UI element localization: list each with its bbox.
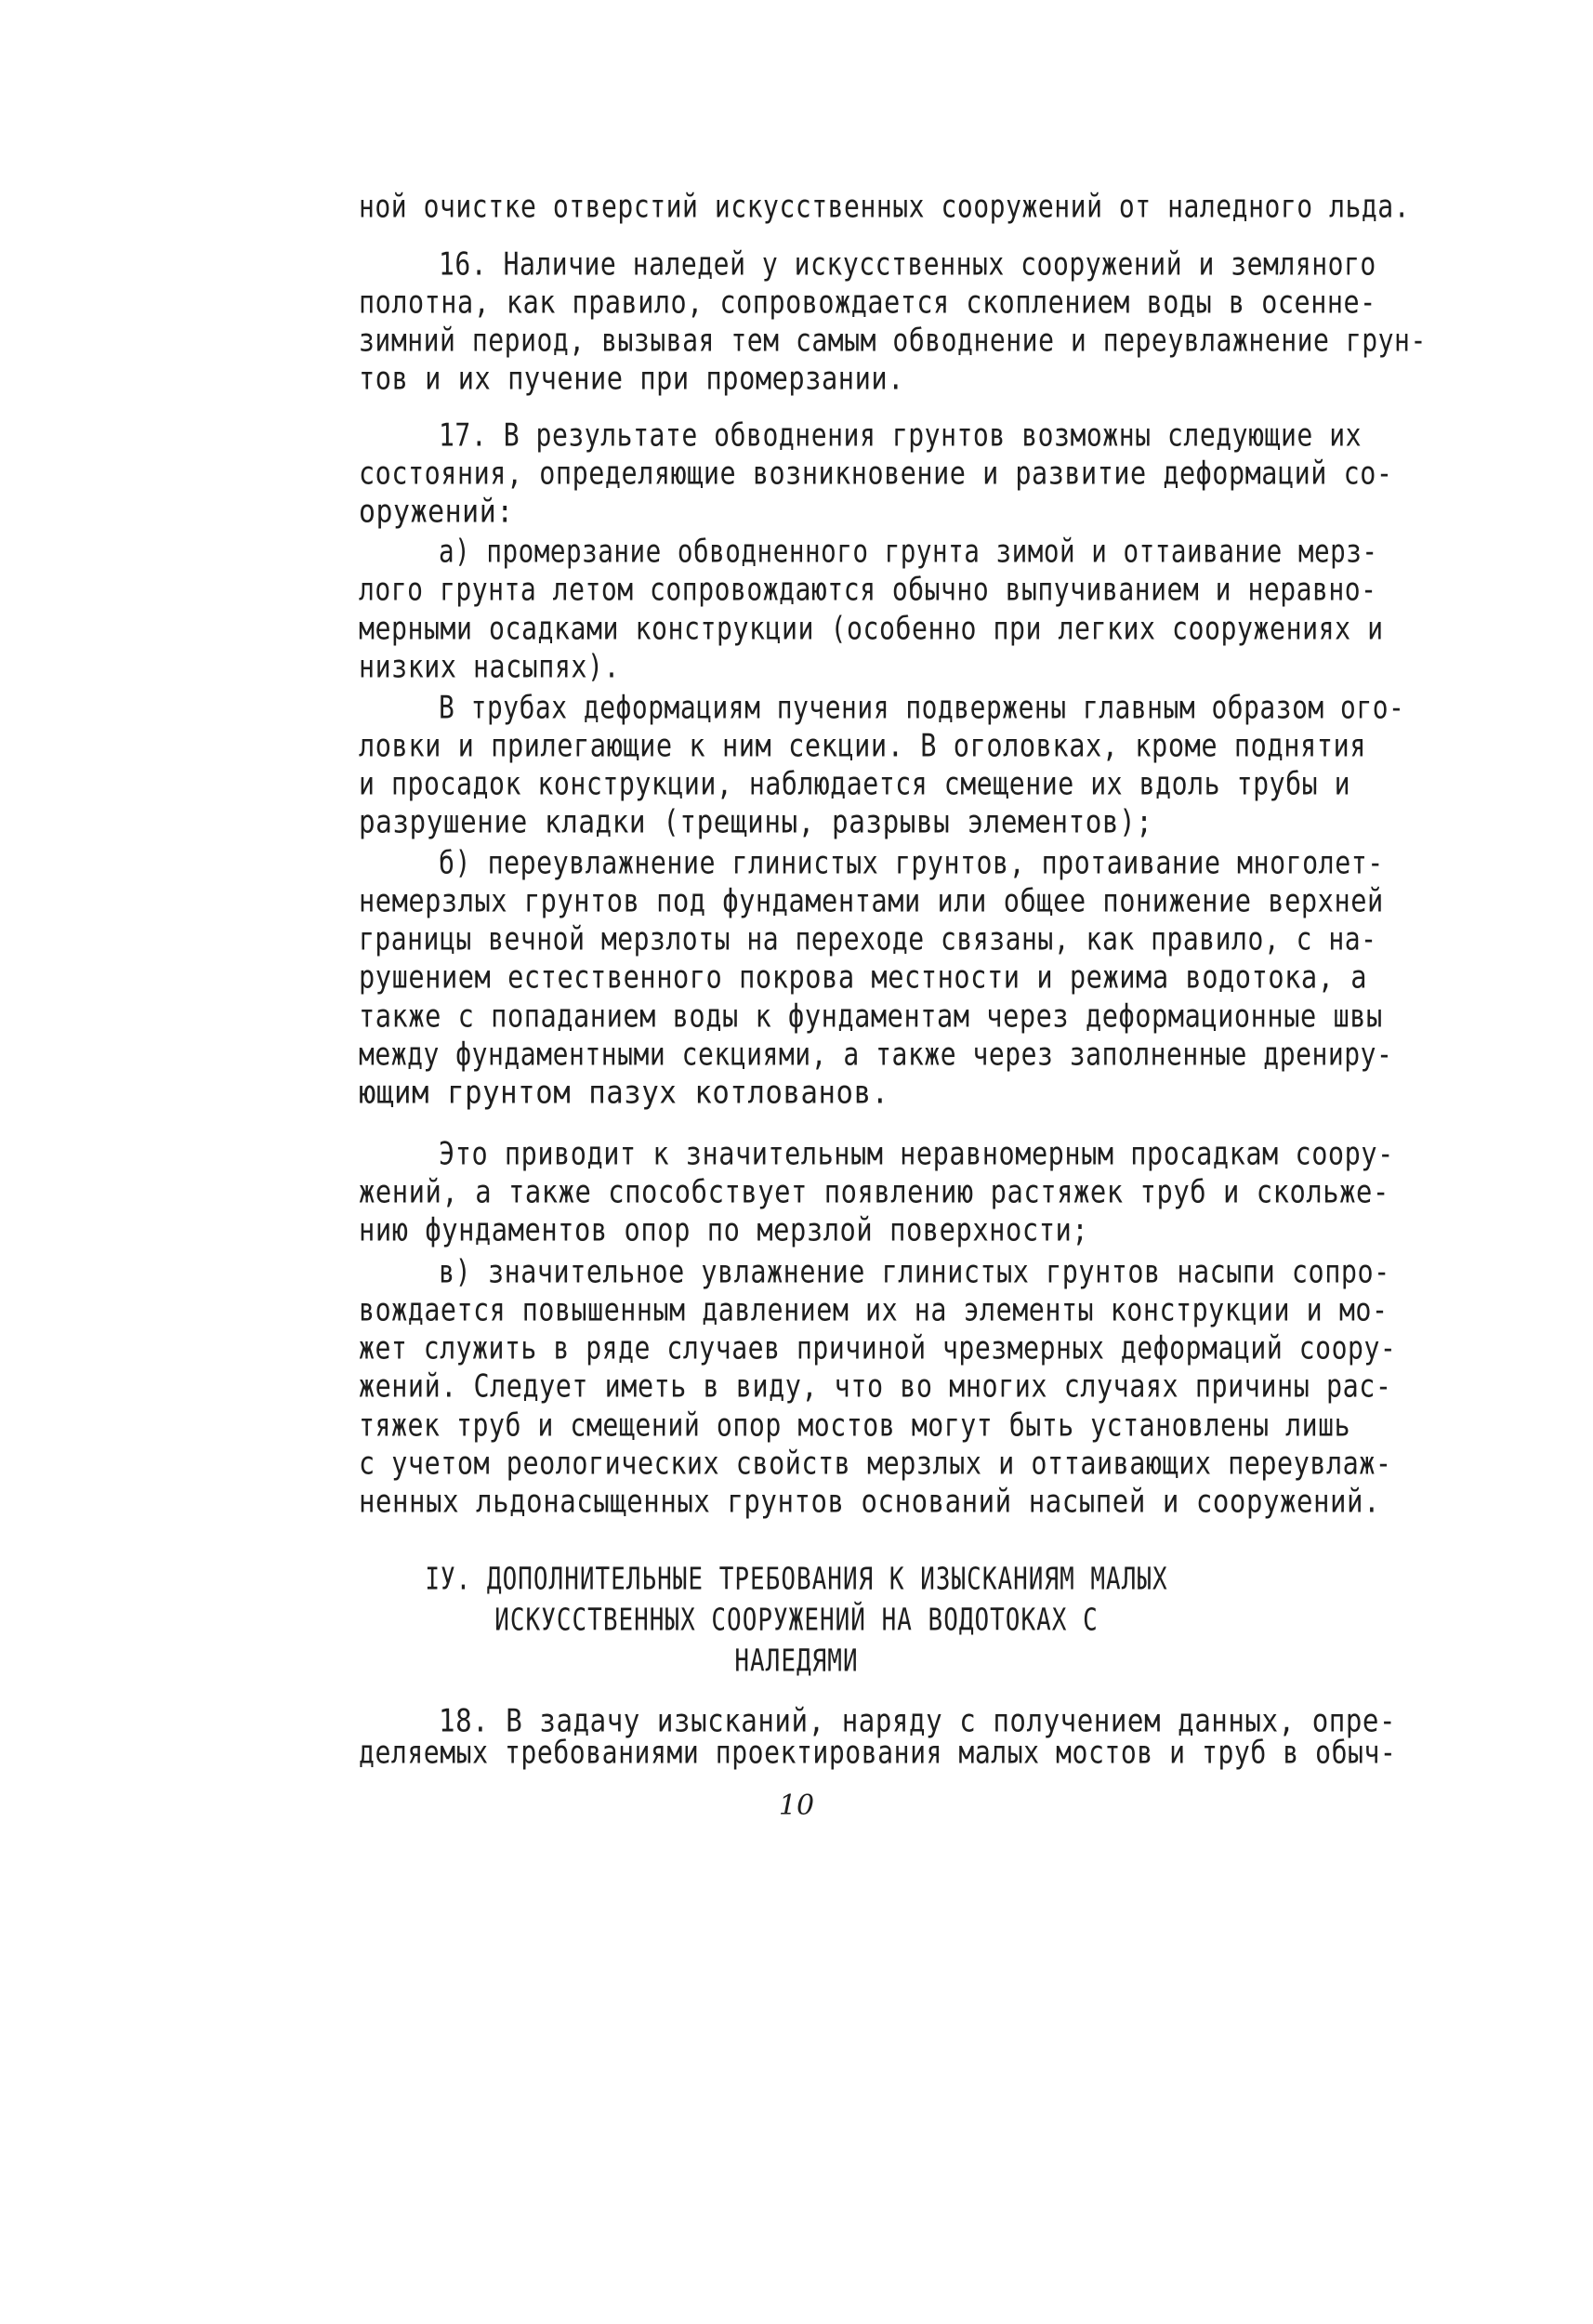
text-line: Это приводит к значительным неравномерным просадкам соору- — [439, 1136, 1394, 1173]
text-line: деляемых требованиями проектирования малых мостов и труб в обыч- — [359, 1735, 1397, 1772]
text-line: 17. В результате обводнения грунтов возможны следующие их — [439, 417, 1363, 455]
text-line: разрушение кладки (трещины, разрывы элементов); — [359, 804, 1153, 841]
text-line: ловки и прилегающие к ним секции. В оголовках, кроме поднятия — [359, 728, 1367, 765]
text-line: 18. В задачу изысканий, наряду с получением данных, опре- — [439, 1703, 1397, 1740]
text-line: низких насыпях). — [359, 649, 621, 686]
text-line: в) значительное увлажнение глинистых грунтов насыпи сопро- — [439, 1254, 1390, 1291]
text-line: немерзлых грунтов под фундаментами или общее понижение верхней — [359, 883, 1384, 920]
text-line: полотна, как правило, сопровождается скоплением воды в осенне- — [359, 284, 1376, 322]
text-line: жет служить в ряде случаев причиной чрезмерных деформаций соору- — [359, 1330, 1397, 1367]
text-line: также с попаданием воды к фундаментам через деформационные швы — [359, 998, 1383, 1036]
text-line: мерными осадками конструкции (особенно при легких сооружениях и — [359, 611, 1384, 648]
text-line: а) промерзание обводненного грунта зимой и оттаивание мерз- — [439, 534, 1378, 571]
text-line: тяжек труб и смещений опор мостов могут быть установлены лишь — [359, 1407, 1351, 1445]
text-line: ненных льдонасыщенных грунтов оснований насыпей и сооружений. — [359, 1484, 1381, 1521]
text-line: вождается повышенным давлением их на элементы конструкции и мо- — [359, 1292, 1389, 1329]
text-line: нию фундаментов опор по мерзлой поверхности; — [359, 1212, 1089, 1249]
text-line: состояния, определяющие возникновение и развитие деформаций со- — [359, 456, 1393, 493]
text-line: б) переувлажнение глинистых грунтов, протаивание многолет- — [439, 845, 1384, 882]
section-heading-line: ИСКУССТВЕННЫХ СООРУЖЕНИЙ НА ВОДОТОКАХ С — [494, 1603, 1099, 1638]
text-line: оружений: — [359, 494, 514, 531]
section-heading-line: НАЛЕДЯМИ — [734, 1644, 859, 1679]
text-line: ющим грунтом пазух котлованов. — [359, 1075, 889, 1112]
text-line: 16. Наличие наледей у искусственных сооружений и земляного — [439, 246, 1376, 284]
text-line: границы вечной мерзлоты на переходе связаны, как правило, с на- — [359, 921, 1377, 958]
text-line: В трубах деформациям пучения подвержены главным образом ого- — [439, 690, 1405, 727]
text-line: между фундаментными секциями, а также через заполненные дрениру- — [359, 1037, 1393, 1074]
text-line: зимний период, вызывая тем самым обводнение и переувлажнение грун- — [359, 323, 1427, 360]
text-line: ной очистке отверстий искусственных сооружений от наледного льда. — [359, 189, 1411, 226]
text-line: жений. Следует иметь в виду, что во многих случаях причины рас- — [359, 1368, 1392, 1406]
page-number: 10 — [778, 1789, 815, 1822]
text-line: рушением естественного покрова местности и режима водотока, а — [359, 959, 1368, 997]
text-line: с учетом реологических свойств мерзлых и оттаивающих переувлаж- — [359, 1446, 1392, 1483]
text-line: лого грунта летом сопровождаются обычно выпучиванием и неравно- — [359, 572, 1377, 609]
section-heading-line: IУ. ДОПОЛНИТЕЛЬНЫЕ ТРЕБОВАНИЯ К ИЗЫСКАНИЯМ МАЛЫХ — [425, 1562, 1168, 1597]
text-line: тов и их пучение при промерзании. — [359, 361, 904, 398]
text-line: жений, а также способствует появлению растяжек труб и скольже- — [359, 1174, 1389, 1211]
text-line: и просадок конструкции, наблюдается смещение их вдоль трубы и — [359, 766, 1351, 803]
